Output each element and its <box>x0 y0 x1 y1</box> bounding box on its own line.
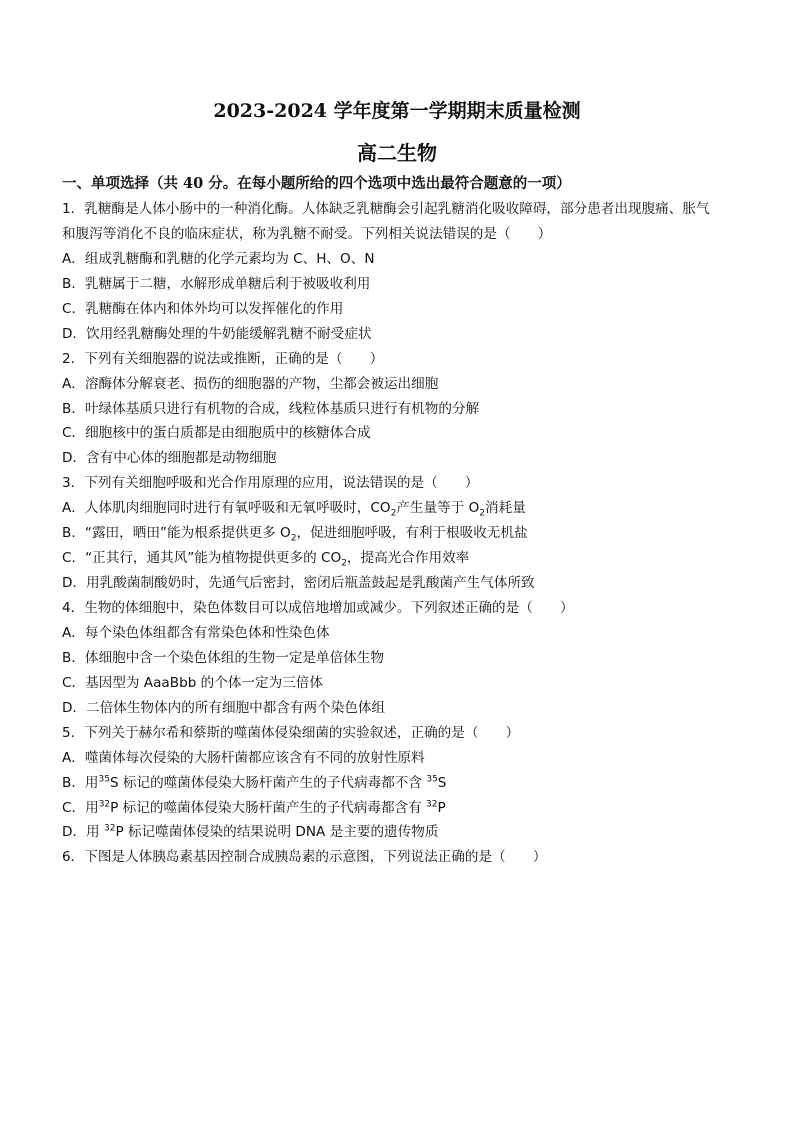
question-4-stem: 4．生物的体细胞中，染色体数目可以成倍地增加或减少。下列叙述正确的是（ ） <box>62 600 574 616</box>
question-5-option-d <box>62 820 742 845</box>
q5c-sup1: 32 <box>98 798 111 809</box>
question-1-option-d: D．饮用经乳糖酶处理的牛奶能缓解乳糖不耐受症状 <box>62 325 372 342</box>
q3b-post: ，促进细胞呼吸，有利于根吸收无机盐 <box>296 525 528 542</box>
question-4-option-b: B．体细胞中含一个染色体组的生物一定是单倍体生物 <box>62 649 384 666</box>
question-body <box>62 197 742 870</box>
exam-title: 2023-2024 学年度第一学期期末质量检测 <box>213 100 581 122</box>
question-5-option-a: A．噬菌体每次侵染的大肠杆菌都应该含有不同的放射性原料 <box>62 749 425 766</box>
q3c-post: ，提高光合作用效率 <box>346 550 470 567</box>
question-5-option-b <box>62 771 742 796</box>
subject-title: 高二生物 <box>357 141 437 165</box>
q3a-mid: 产生量等于 O <box>396 500 480 517</box>
q5b-mid: S 标记的噬菌体侵染大肠杆菌产生的子代病毒都不含 <box>109 774 427 791</box>
question-3-option-b <box>62 521 742 546</box>
q3c-pre: C．“正其行，通其风”能为植物提供更多的 CO <box>62 550 342 567</box>
question-3-option-d: D．用乳酸菌制酸奶时，先通气后密封，密闭后瓶盖鼓起是乳酸菌产生气体所致 <box>62 575 535 592</box>
question-6-stem: 6．下图是人体胰岛素基因控制合成胰岛素的示意图，下列说法正确的是（ ） <box>62 849 547 866</box>
question-1-stem-line-1: 1．乳糖酶是人体小肠中的一种消化酶。人体缺乏乳糖酶会引起乳糖消化吸收障碍，部分患者出现腹痛、胀气 <box>62 201 710 217</box>
question-1-option-a: A．组成乳糖酶和乳糖的化学元素均为 C、H、O、N <box>62 250 375 267</box>
question-2-option-c: C．细胞核中的蛋白质都是由细胞质中的核糖体合成 <box>62 425 371 442</box>
q5d-sup: 32 <box>103 823 116 834</box>
section-heading: 一、单项选择（共 40 分。在每小题所给的四个选项中选出最符合题意的一项） <box>62 175 571 192</box>
question-4-option-a: A．每个染色体组都含有常染色体和性染色体 <box>62 624 330 641</box>
q3a-sub1: 2 <box>390 508 397 519</box>
q3b-sub: 2 <box>290 533 297 544</box>
q5d-pre: D．用 <box>62 824 104 841</box>
question-5-option-c <box>62 796 742 821</box>
q3c-sub: 2 <box>341 558 347 569</box>
question-2-stem: 2．下列有关细胞器的说法或推断，正确的是（ ） <box>62 350 384 367</box>
question-3-option-c <box>62 546 742 571</box>
q3a-sub2: 2 <box>479 508 486 519</box>
question-4-option-d: D．二倍体生物体内的所有细胞中都含有两个染色体组 <box>62 699 386 716</box>
q5c-pre: C．用 <box>62 799 99 816</box>
q5d-post: P 标记噬菌体侵染的结果说明 DNA 是主要的遗传物质 <box>115 824 439 841</box>
question-5-stem: 5．下列关于赫尔希和蔡斯的噬菌体侵染细菌的实验叙述，正确的是（ ） <box>62 724 520 741</box>
question-2-option-b: B．叶绿体基质只进行有机物的合成，线粒体基质只进行有机物的分解 <box>62 400 480 417</box>
q5b-pre: B．用 <box>62 774 99 791</box>
q5b-sup1: 35 <box>98 774 110 785</box>
question-4-option-c: C．基因型为 AaaBbb 的个体一定为三倍体 <box>62 674 323 691</box>
question-1-option-b: B．乳糖属于二糖，水解形成单糖后利于被吸收利用 <box>62 275 371 292</box>
question-3-stem: 3．下列有关细胞呼吸和光合作用原理的应用，说法错误的是（ ） <box>62 475 479 492</box>
q5c-mid: P 标记的噬菌体侵染大肠杆菌产生的子代病毒都含有 <box>110 799 427 816</box>
q5b-post: S <box>437 774 447 791</box>
q3a-pre: A．人体肌肉细胞同时进行有氧呼吸和无氧呼吸时，CO <box>62 500 391 517</box>
q5b-sup2: 35 <box>426 774 438 785</box>
q3b-pre: B．“露田，晒田”能为根系提供更多 O <box>62 525 291 542</box>
q3a-post: 消耗量 <box>485 500 526 517</box>
q5c-post: P <box>437 799 446 816</box>
question-1-option-c: C．乳糖酶在体内和体外均可以发挥催化的作用 <box>62 300 344 317</box>
q5c-sup2: 32 <box>426 798 438 809</box>
question-1-stem-line-2: 和腹泻等消化不良的临床症状，称为乳糖不耐受。下列相关说法错误的是（ ） <box>62 225 552 242</box>
question-3-option-a <box>62 496 742 521</box>
question-2-option-a: A．溶酶体分解衰老、损伤的细胞器的产物，尘都会被运出细胞 <box>62 375 439 392</box>
question-2-option-d: D．含有中心体的细胞都是动物细胞 <box>62 450 277 467</box>
